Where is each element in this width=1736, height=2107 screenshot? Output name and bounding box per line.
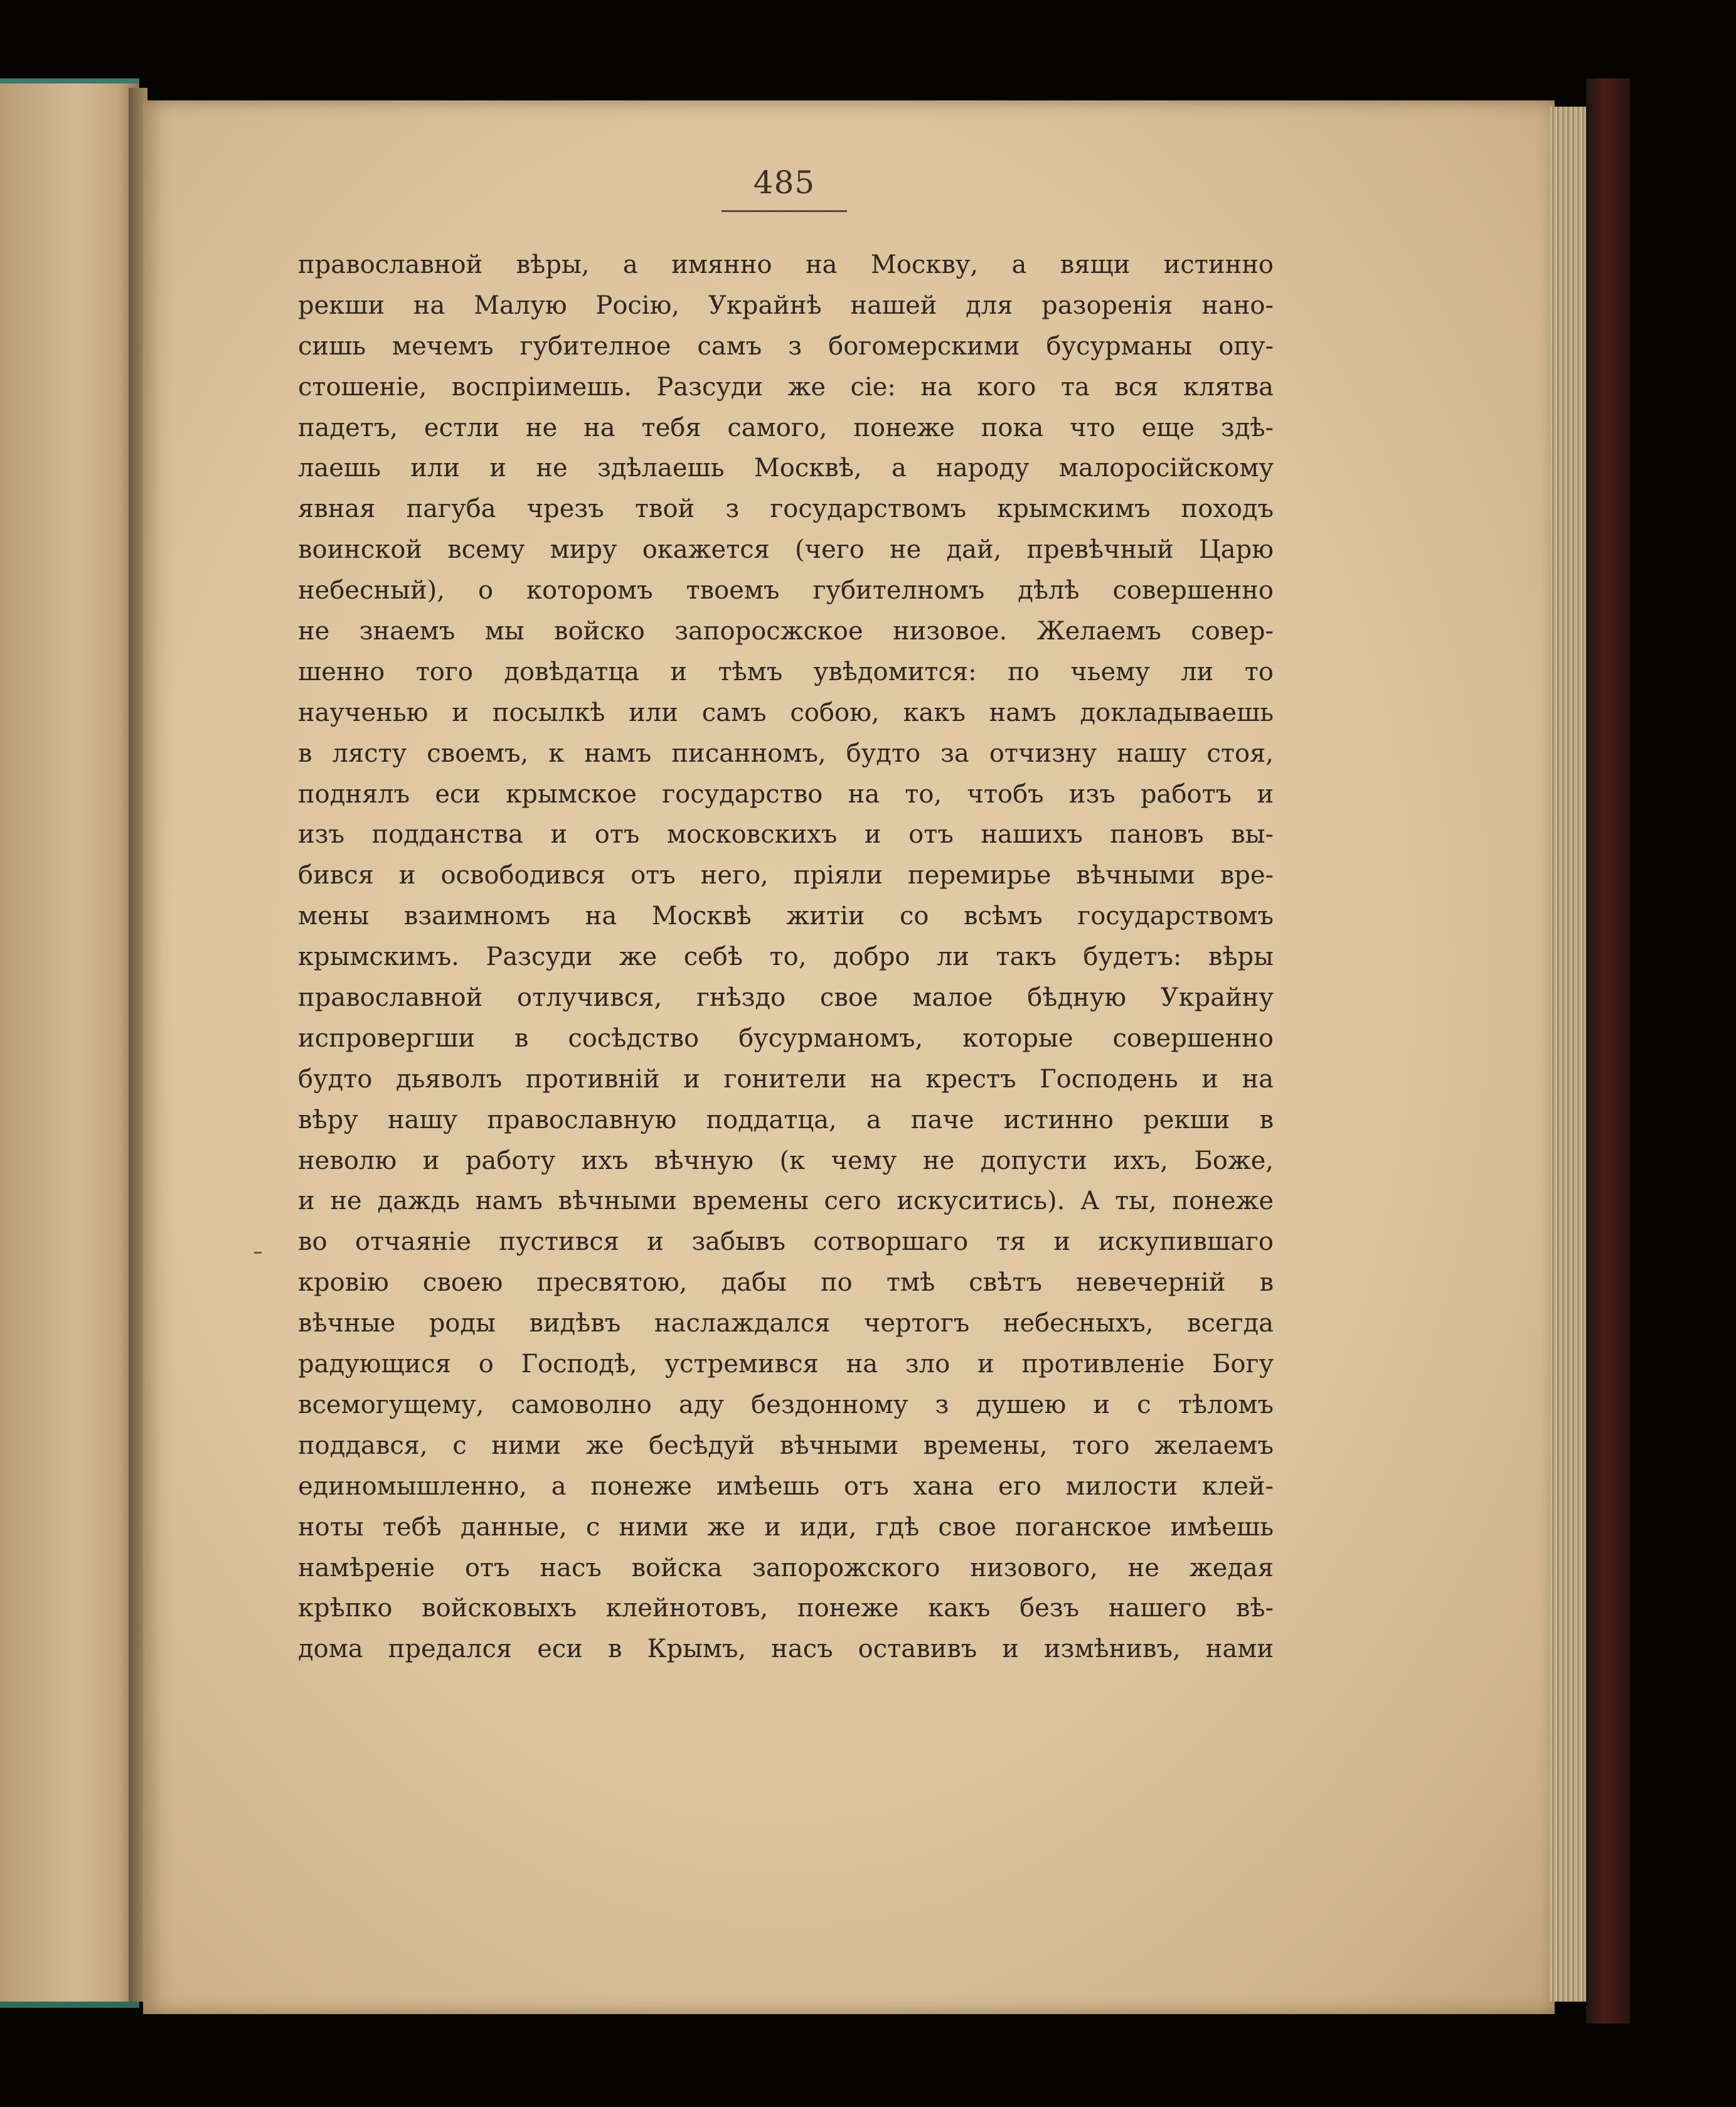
text-line: наученью и посылкѣ или самъ собою, какъ намъ докладываешь bbox=[298, 698, 1274, 727]
text-line: испровергши в сосѣдство бусурманомъ, которые совершенно bbox=[298, 1023, 1274, 1053]
body-text bbox=[298, 245, 1274, 1670]
text-line: единомышленно, а понеже имѣешь отъ хана его милости клей- bbox=[298, 1471, 1274, 1501]
left-page-edge bbox=[0, 78, 139, 2008]
text-line: всемогущему, самоволно аду бездонному з душею и с тѣломъ bbox=[298, 1390, 1274, 1419]
book-cover-edge bbox=[1586, 78, 1630, 2024]
text-line: воинской всему миру окажется (чего не дай, превѣчный Царю bbox=[298, 535, 1274, 565]
text-line: в лясту своемъ, к намъ писанномъ, будто за отчизну нашу стоя, bbox=[298, 739, 1274, 768]
text-line: рекши на Малую Росію, Украйнѣ нашей для разоренія нано- bbox=[298, 291, 1274, 320]
text-line: ноты тебѣ данные, с ними же и иди, гдѣ свое поганское имѣешь bbox=[298, 1512, 1274, 1542]
text-line: вѣчные роды видѣвъ наслаждался чертогъ небесныхъ, всегда bbox=[298, 1309, 1274, 1338]
text-line: и не даждь намъ вѣчными времены сего искуситись). А ты, понеже bbox=[298, 1187, 1274, 1216]
page-number-rule bbox=[722, 210, 847, 212]
page-edges bbox=[1550, 107, 1586, 2002]
text-line: поднялъ еси крымское государство на то, чтобъ изъ работъ и bbox=[298, 779, 1274, 809]
text-line: будто дьяволъ противній и гонители на крестъ Господень и на bbox=[298, 1064, 1274, 1094]
margin-mark bbox=[254, 1252, 262, 1254]
text-line: лаешь или и не здѣлаешь Москвѣ, а народу малоросійскому bbox=[298, 454, 1274, 483]
page-number: 485 bbox=[753, 164, 816, 201]
text-line: явная пагуба чрезъ твой з государствомъ крымскимъ походъ bbox=[298, 494, 1274, 524]
text-line: шенно того довѣдатца и тѣмъ увѣдомится: по чьему ли то bbox=[298, 657, 1274, 686]
text-line: крымскимъ. Разсуди же себѣ то, добро ли такъ будетъ: вѣры bbox=[298, 942, 1274, 972]
text-line: стошеніе, воспріимешь. Разсуди же сіе: на кого та вся клятва bbox=[298, 372, 1274, 402]
text-line: падетъ, естли не на тебя самого, понеже пока что еще здѣ- bbox=[298, 413, 1274, 442]
text-line: намѣреніе отъ насъ войска запорожского низового, не жедая bbox=[298, 1553, 1274, 1582]
text-line: дома предался еси в Крымъ, насъ оставивъ и измѣнивъ, нами bbox=[298, 1635, 1274, 1664]
text-line: не знаемъ мы войско запоросжское низовое. Желаемъ совер- bbox=[298, 617, 1274, 646]
text-line: радующися о Господѣ, устремився на зло и противленіе Богу bbox=[298, 1350, 1274, 1379]
text-line: изъ подданства и отъ московскихъ и отъ нашихъ пановъ вы- bbox=[298, 820, 1274, 850]
text-line: во отчаяніе пустився и забывъ сотворшаго тя и искупившаго bbox=[298, 1227, 1274, 1257]
text-line: неволю и работу ихъ вѣчную (к чему не допусти ихъ, Боже, bbox=[298, 1146, 1274, 1175]
text-line: православной вѣры, а имянно на Москву, а вящи истинно bbox=[298, 250, 1274, 279]
text-line: сишь мечемъ губителное самъ з богомерскими бусурманы опу- bbox=[298, 331, 1274, 361]
text-line: небесный), о которомъ твоемъ губителномъ дѣлѣ совершенно bbox=[298, 576, 1274, 605]
text-line: поддався, с ними же бесѣдуй вѣчными времены, того желаемъ bbox=[298, 1431, 1274, 1460]
text-line: бився и освободився отъ него, пріяли перемирье вѣчными вре- bbox=[298, 861, 1274, 890]
text-line: мены взаимномъ на Москвѣ житіи со всѣмъ государствомъ bbox=[298, 902, 1274, 931]
text-line: кровію своею пресвятою, дабы по тмѣ свѣтъ невечерній в bbox=[298, 1268, 1274, 1298]
text-line: православной отлучився, гнѣздо свое малое бѣдную Украйну bbox=[298, 983, 1274, 1013]
text-line: вѣру нашу православную поддатца, а паче истинно рекши в bbox=[298, 1105, 1274, 1134]
text-line: крѣпко войсковыхъ клейнотовъ, понеже какъ безъ нашего вѣ- bbox=[298, 1594, 1274, 1623]
